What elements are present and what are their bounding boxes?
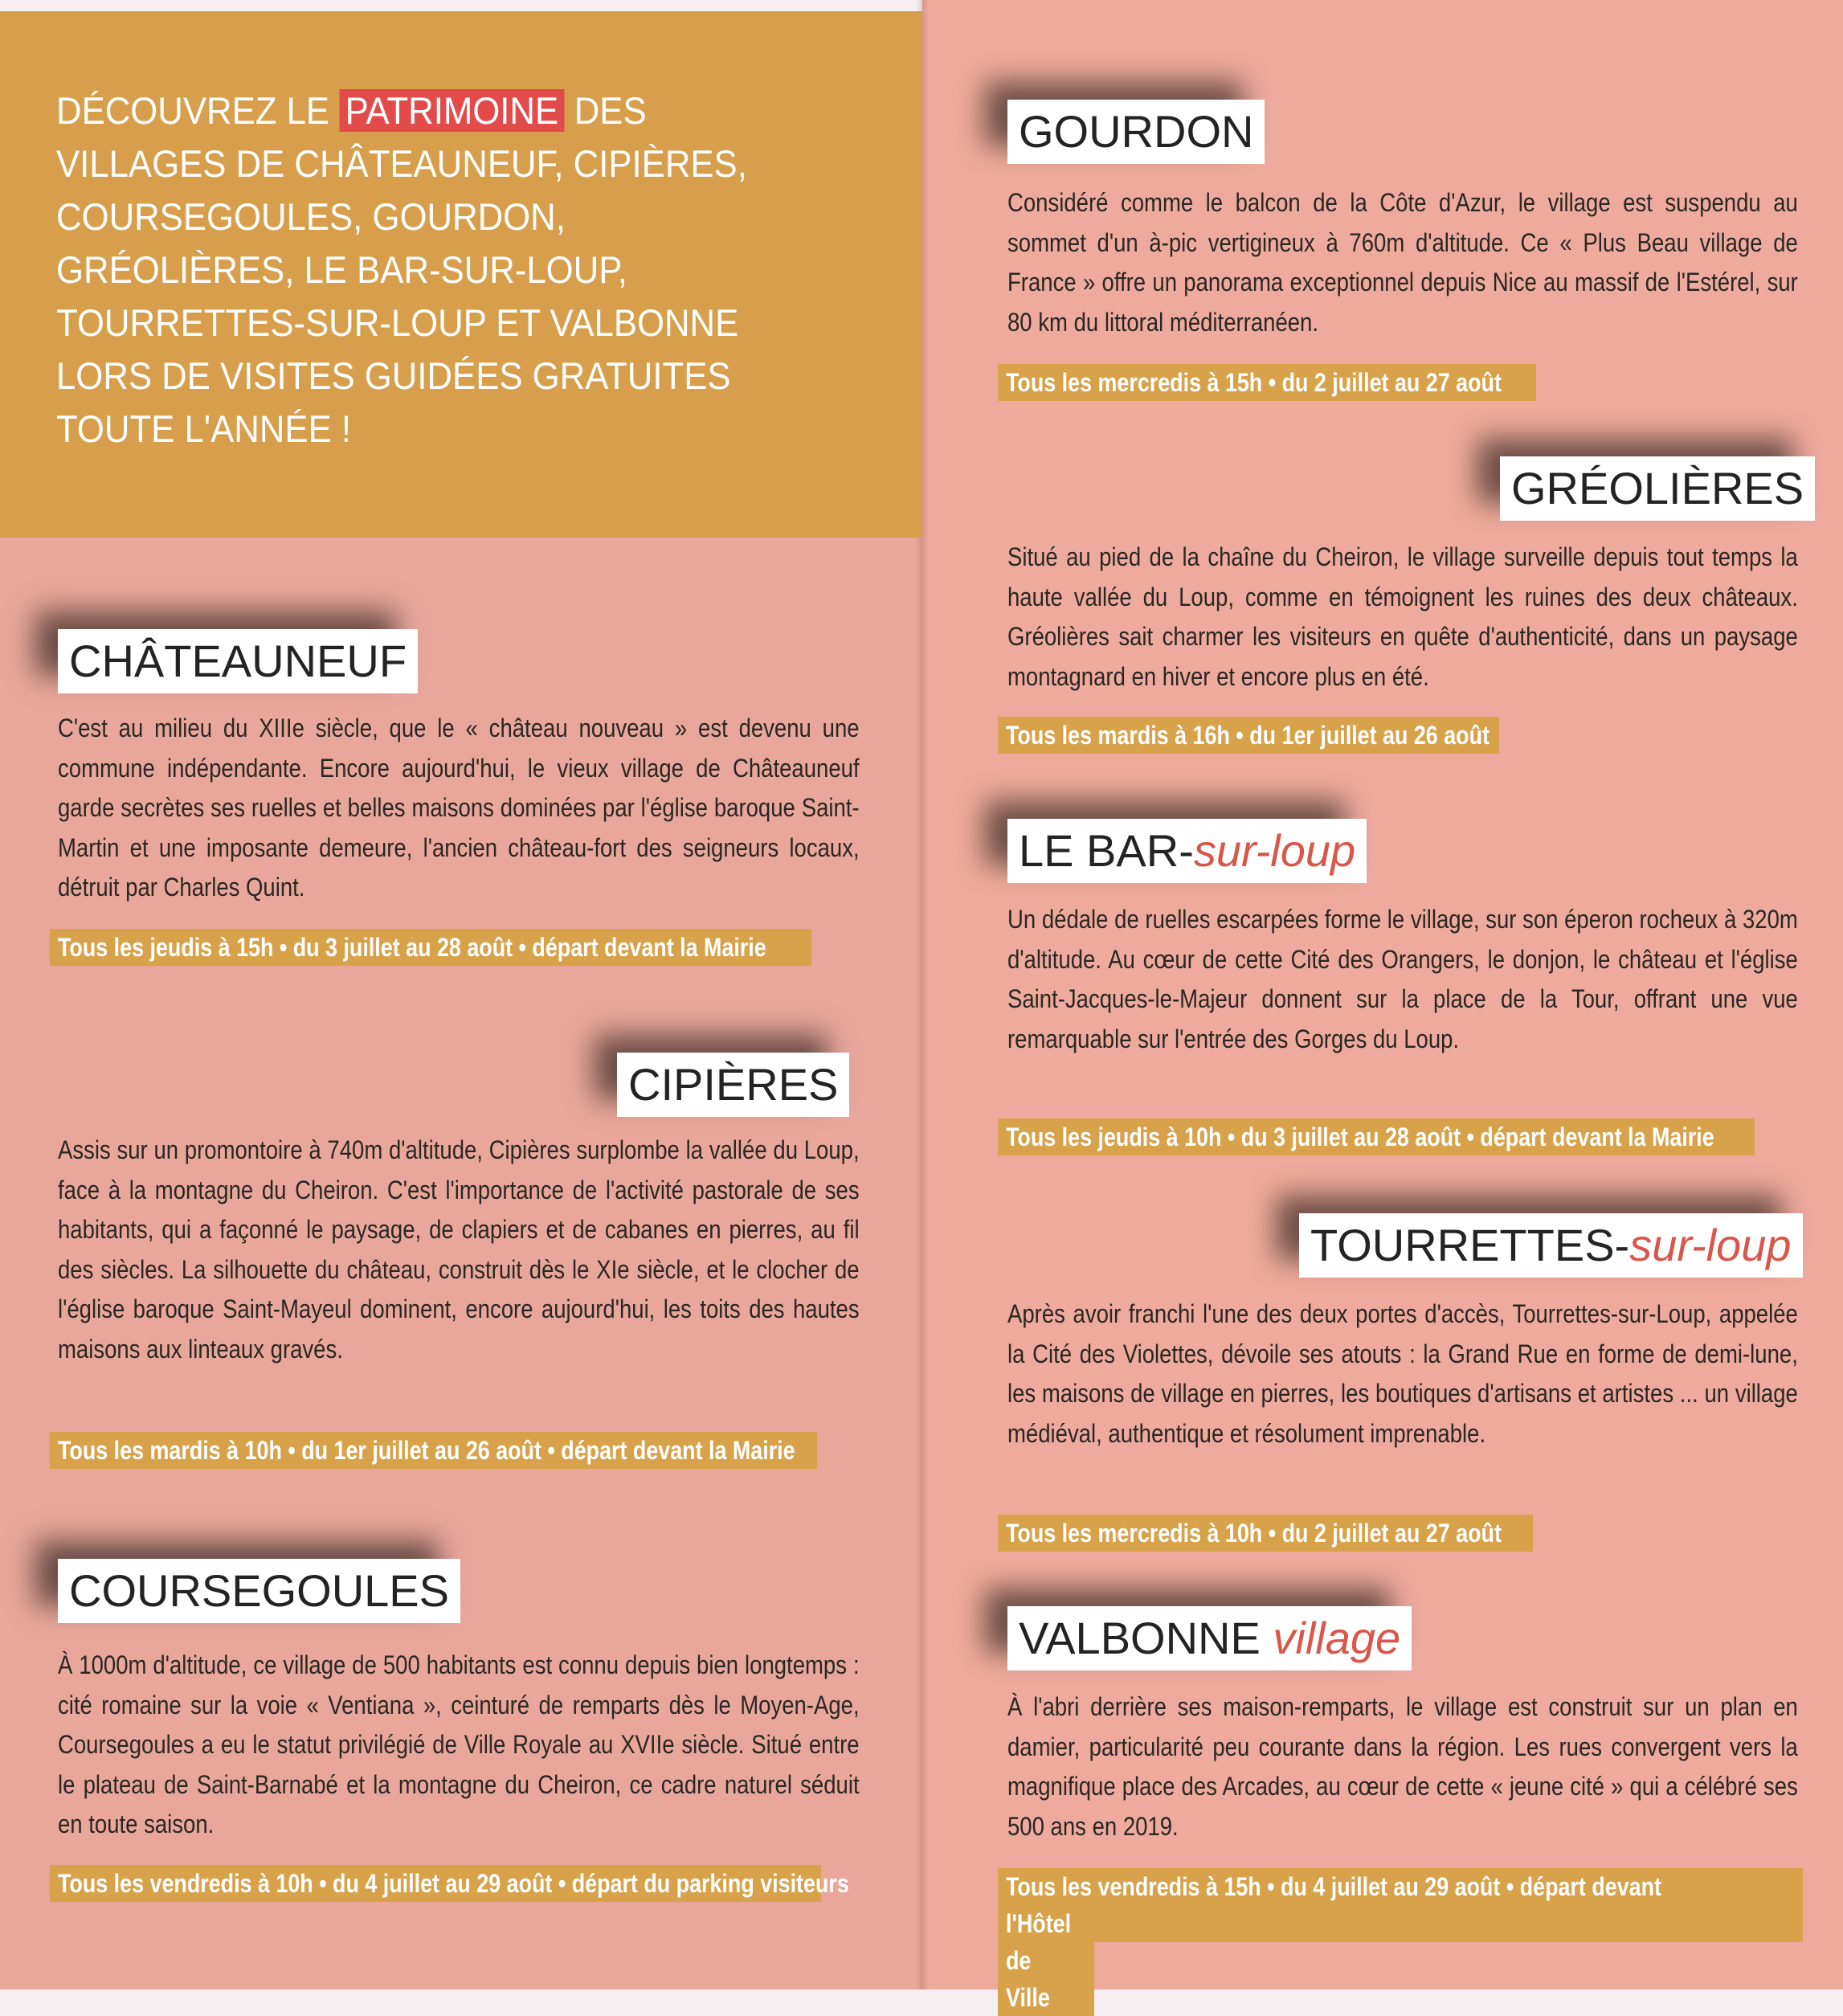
schedule-valbonne: Tous les vendredis à 15h • du 4 juillet au 29 août • départ devant l'Hôtel de Ville xyxy=(998,1868,1803,2016)
village-text-gourdon: Considéré comme le balcon de la Côte d'Azur, le village est suspendu au sommet d'un à-pic vertigineux à 760m d'altitude. Ce « Plus Beau village de France » offre un panorama exceptionnel depuis Nice au massif de l'Estérel, sur 80 km du littoral méditerranéen. xyxy=(1007,188,1798,337)
village-text-chateauneuf: C'est au milieu du XIIIe siècle, que le « château nouveau » est devenu une commune indépendante. Encore aujourd'hui, le vieux village de Châteauneuf garde secrètes ses ruelles et belles maisons dominées par l'église baroque Saint-Martin et une imposante demeure, l'ancien château-fort des seigneurs locaux, détruit par Charles Quint. xyxy=(58,714,860,902)
village-title-le-bar-sur-loup: LE BAR-sur-loup xyxy=(1007,819,1367,883)
village-text-le-bar-sur-loup: Un dédale de ruelles escarpées forme le village, sur son éperon rocheux à 320m d'altitude. Au cœur de cette Cité des Orangers, le donjon, le château et l'église Saint-Jacques-le-Majeur donnent sur la place de la Tour, offrant une vue remarquable sur l'entrée des Gorges du Loup. xyxy=(1007,905,1798,1053)
schedule-coursegoules: Tous les vendredis à 10h • du 4 juillet au 29 août • départ du parking visiteurs xyxy=(50,1865,821,1902)
village-title-gourdon: GOURDON xyxy=(1007,100,1265,164)
village-text-tourrettes-sur-loup: Après avoir franchi l'une des deux portes d'accès, Tourrettes-sur-Loup, appelée la Cité des Violettes, dévoile ses atouts : la Grand Rue en forme de demi-lune, les maisons de village en pierres, les boutiques d'artisans et artistes ... un village médiéval, authentique et résolument imprenable. xyxy=(1007,1299,1798,1448)
village-text-valbonne: À l'abri derrière ses maison-remparts, le village est construit sur un plan en damier, particularité peu courante dans la région. Les rues convergent vers la magnifique place des Arcades, au cœur de cette « jeune cité » qui a célébré ses 500 ans en 2019. xyxy=(1007,1692,1798,1841)
village-title-tourrettes-sur-loup: TOURRETTES-sur-loup xyxy=(1299,1213,1803,1278)
village-text-cipieres: Assis sur un promontoire à 740m d'altitude, Cipières surplombe la vallée du Loup, face à la montagne du Cheiron. C'est l'importance de l'activité pastorale de ses habitants, qui a façonné le paysage, de clapiers et de cabanes en pierres, au fil des siècles. La silhouette du château, construit dès le XIe siècle, et le clocher de l'église baroque Saint-Mayeul dominent, encore aujourd'hui, les toits des hautes maisons aux linteaux gravés. xyxy=(58,1135,860,1364)
village-title-cipieres: CIPIÈRES xyxy=(617,1053,849,1117)
village-text-greolieres: Situé au pied de la chaîne du Cheiron, le village surveille depuis tout temps la haute vallée du Loup, comme en témoignent les ruines des deux châteaux. Gréolières sait charmer les visiteurs en quête d'authenticité, dans un paysage montagnard en hiver et encore plus en été. xyxy=(1007,542,1798,691)
village-text-coursegoules: À 1000m d'altitude, ce village de 500 habitants est connu depuis bien longtemps : cité romaine sur la voie « Ventiana », ceinturé de remparts dès le Moyen-Age, Coursegoules a eu le statut privilégié de Ville Royale au XVIIe siècle. Situé entre le plateau de Saint-Barnabé et la montagne du Cheiron, ce cadre naturel séduit en toute saison. xyxy=(58,1650,860,1838)
schedule-greolieres: Tous les mardis à 16h • du 1er juillet au 26 août xyxy=(998,717,1499,754)
schedule-tourrettes-sur-loup: Tous les mercredis à 10h • du 2 juillet au 27 août xyxy=(998,1515,1533,1552)
intro-text: DÉCOUVREZ LE PATRIMOINE DES VILLAGES DE CHÂTEAUNEUF, CIPIÈRES, COURSEGOULES, GOURDON, GRÉOLIÈRES, LE BAR-SUR-LOUP, TOURRETTES-SUR-LOUP ET VALBONNE LORS DE VISITES GUIDÉES GRATUITES TOUTE L'ANNÉE ! xyxy=(56,89,747,450)
village-title-valbonne: VALBONNE village xyxy=(1007,1606,1412,1670)
schedule-cipieres: Tous les mardis à 10h • du 1er juillet au 26 août • départ devant la Mairie xyxy=(50,1432,817,1469)
village-title-greolieres: GRÉOLIÈRES xyxy=(1500,456,1815,521)
village-title-coursegoules: COURSEGOULES xyxy=(58,1559,460,1623)
schedule-chateauneuf: Tous les jeudis à 15h • du 3 juillet au 28 août • départ devant la Mairie xyxy=(50,929,811,966)
schedule-gourdon: Tous les mercredis à 15h • du 2 juillet au 27 août xyxy=(998,364,1536,401)
patrimoine-highlight: PATRIMOINE xyxy=(339,89,564,132)
village-title-chateauneuf: CHÂTEAUNEUF xyxy=(58,629,418,693)
schedule-le-bar-sur-loup: Tous les jeudis à 10h • du 3 juillet au 28 août • départ devant la Mairie xyxy=(998,1118,1755,1155)
